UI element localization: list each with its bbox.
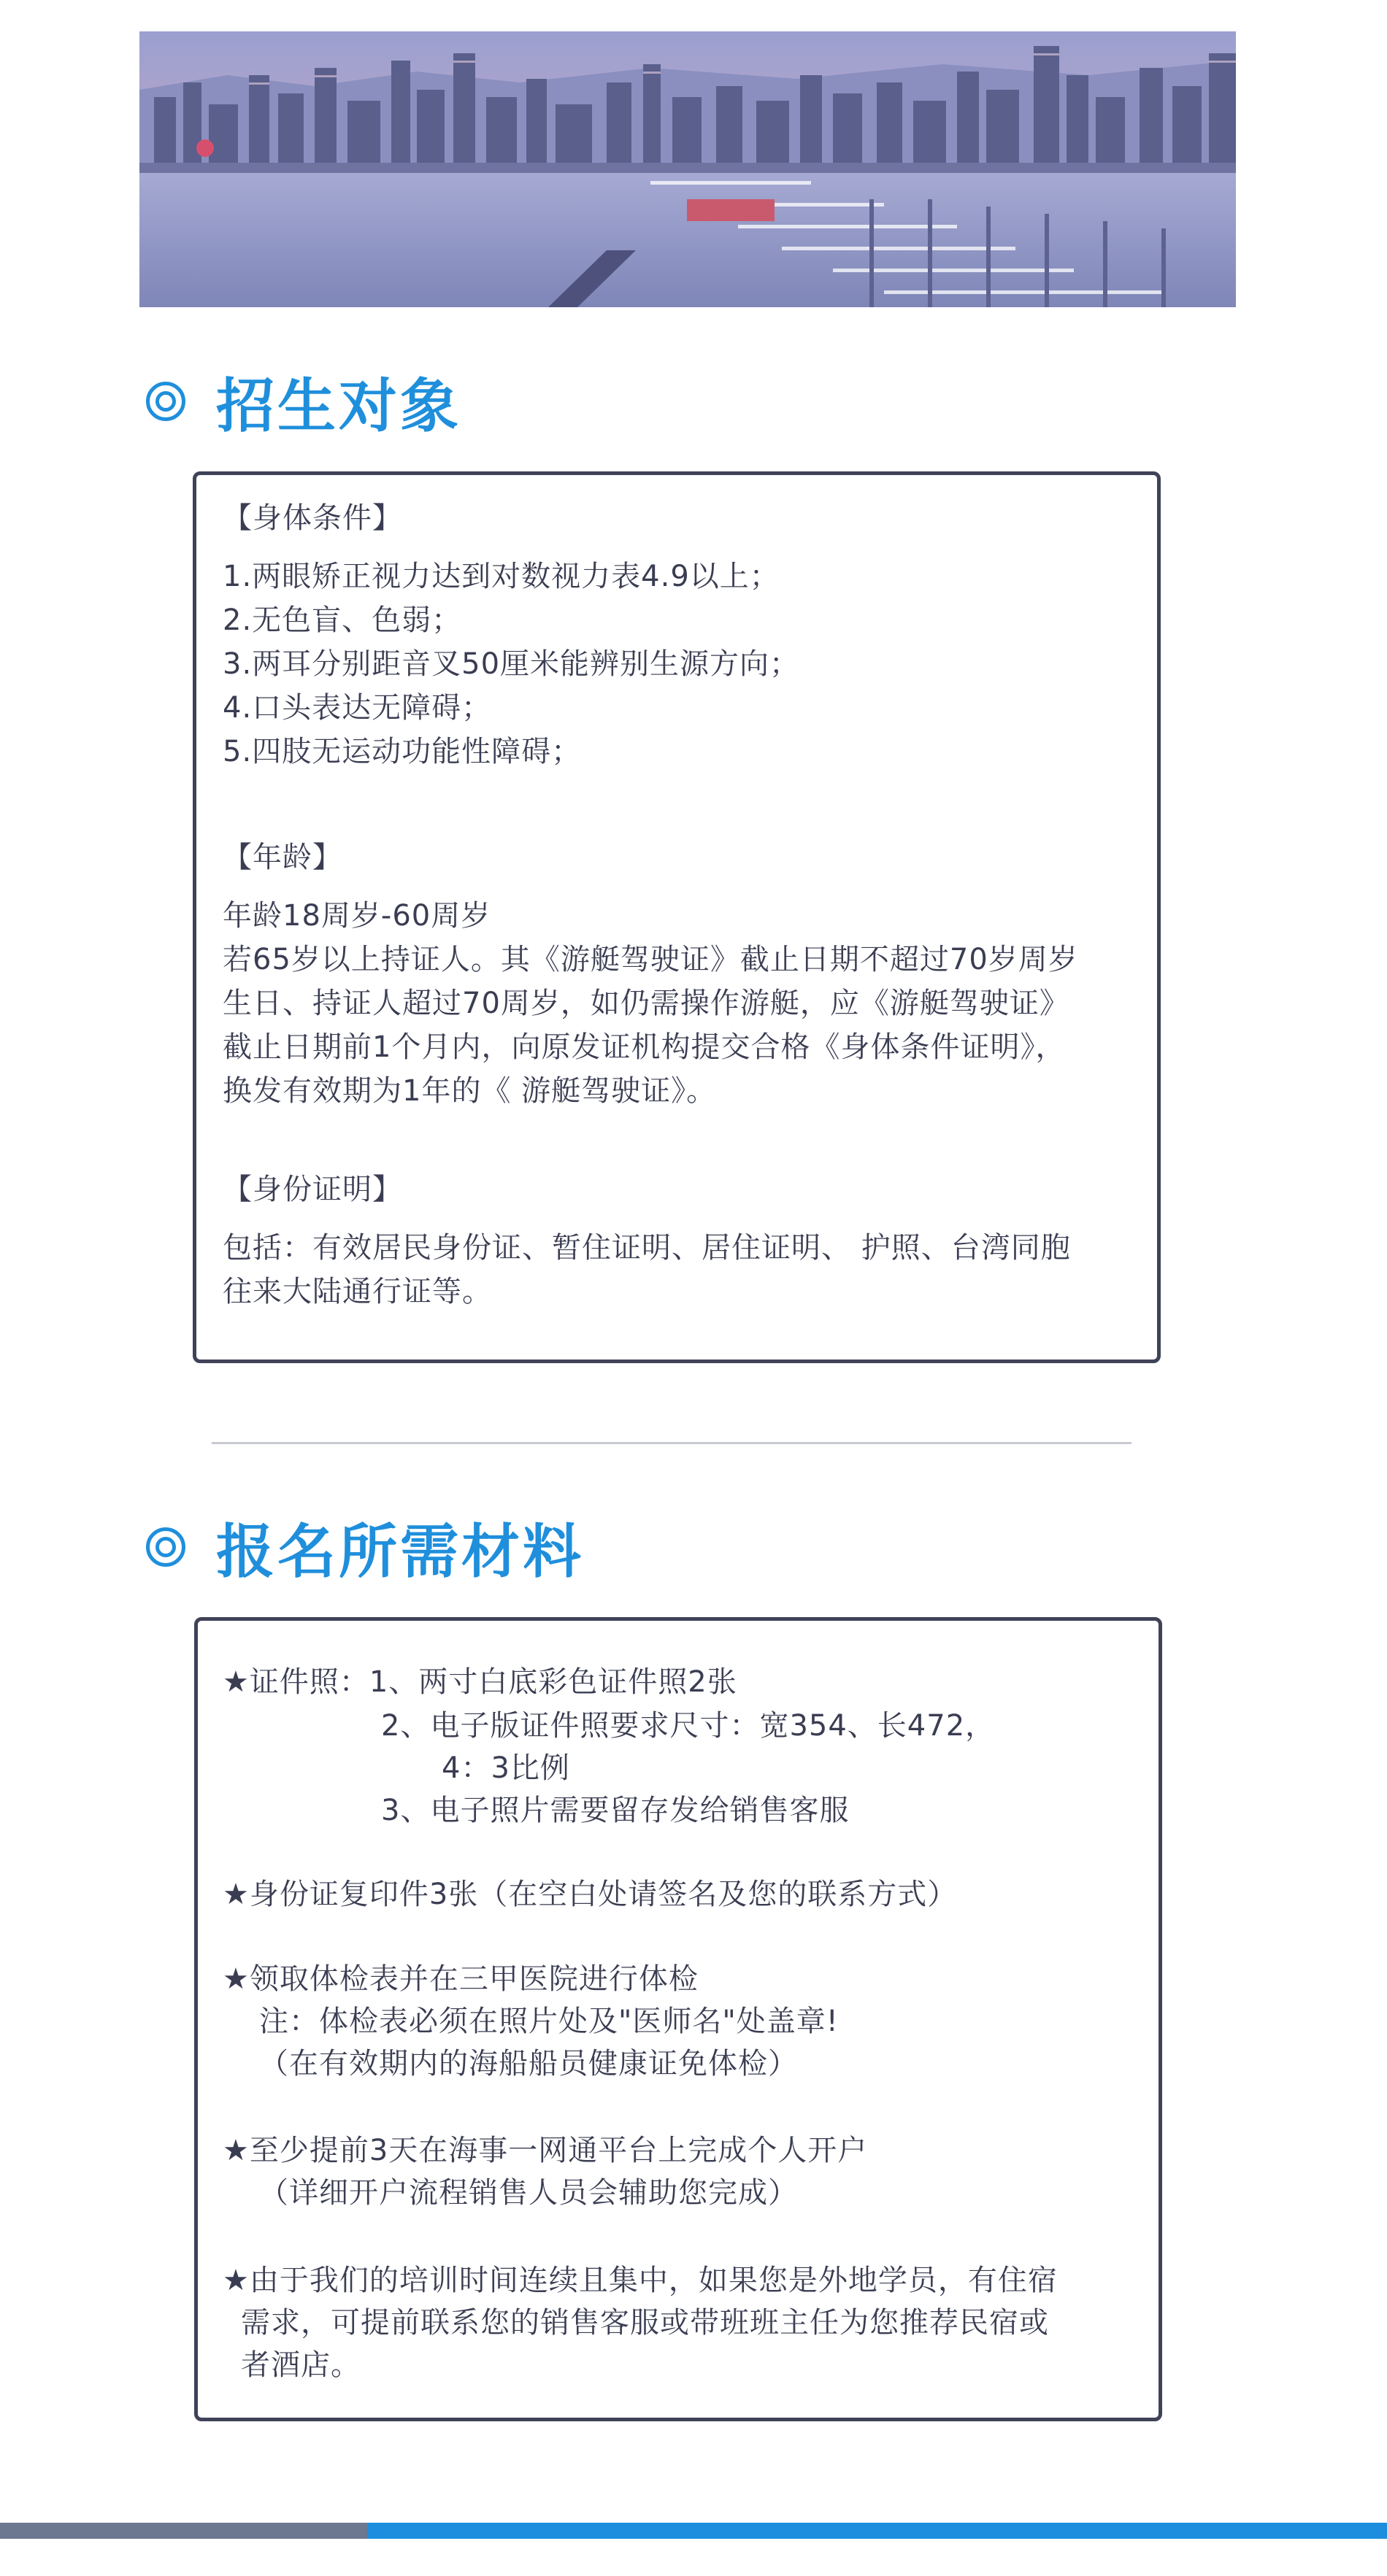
age-heading: 【年龄】 (223, 841, 342, 874)
material-line: ★身份证复印件3张（在空白处请签名及您的联系方式） (223, 1878, 958, 1911)
physical-item: 5.四肢无运动功能性障碍； (223, 735, 582, 768)
footer-bar-blue (367, 2523, 1387, 2539)
age-line: 年龄18周岁-60周岁 (223, 899, 491, 933)
section-title: 招生对象 (216, 372, 461, 440)
city-harbor-icon (139, 31, 1236, 307)
material-line: ★由于我们的培训时间连续且集中，如果您是外地学员，有住宿 (223, 2264, 1058, 2297)
double-circle-icon (146, 382, 185, 421)
age-line: 截止日期前1个月内，向原发证机构提交合格《身体条件证明》， (223, 1030, 1066, 1064)
id-heading: 【身份证明】 (223, 1173, 402, 1206)
material-line: 4：3比例 (442, 1751, 570, 1785)
hero-harbor-image (139, 31, 1236, 307)
physical-item: 3.两耳分别距音叉50厘米能辨别生源方向； (223, 647, 800, 681)
section-header-required-materials (146, 1505, 584, 1589)
section-header-admission-targets (146, 359, 461, 443)
id-line: 往来大陆通行证等。 (223, 1275, 492, 1308)
double-circle-icon (146, 1527, 185, 1567)
section-divider (212, 1442, 1132, 1444)
age-line: 生日、持证人超过70周岁，如仍需操作游艇，应《游艇驾驶证》 (223, 987, 1069, 1020)
age-line: 换发有效期为1年的《 游艇驾驶证》。 (223, 1074, 717, 1108)
material-line: 2、电子版证件照要求尺寸：宽354、长472， (381, 1709, 996, 1743)
material-line: ★领取体检表并在三甲医院进行体检 (223, 1962, 699, 1996)
material-line: 需求，可提前联系您的销售客服或带班班主任为您推荐民宿或 (241, 2306, 1049, 2340)
age-line: 若65岁以上持证人。其《游艇驾驶证》截止日期不超过70岁周岁 (223, 943, 1078, 976)
section-title: 报名所需材料 (216, 1518, 584, 1586)
physical-item: 1.两眼矫正视力达到对数视力表4.9以上； (223, 560, 780, 593)
material-line: （详细开户流程销售人员会辅助您完成） (259, 2176, 798, 2210)
material-line: 者酒店。 (241, 2348, 361, 2382)
physical-heading: 【身体条件】 (223, 501, 402, 535)
material-line: （在有效期内的海船船员健康证免体检） (259, 2047, 798, 2081)
material-line: 注：体检表必须在照片处及"医师名"处盖章! (259, 2005, 839, 2038)
physical-item: 4.口头表达无障碍； (223, 691, 492, 725)
material-line: 3、电子照片需要留存发给销售客服 (381, 1794, 850, 1827)
footer-bar-gray (0, 2523, 367, 2539)
material-line: ★至少提前3天在海事一网通平台上完成个人开户 (223, 2134, 868, 2167)
physical-item: 2.无色盲、色弱； (223, 603, 462, 637)
id-line: 包括：有效居民身份证、暂住证明、居住证明、 护照、台湾同胞 (223, 1231, 1071, 1265)
material-line: ★证件照：1、两寸白底彩色证件照2张 (223, 1665, 737, 1699)
